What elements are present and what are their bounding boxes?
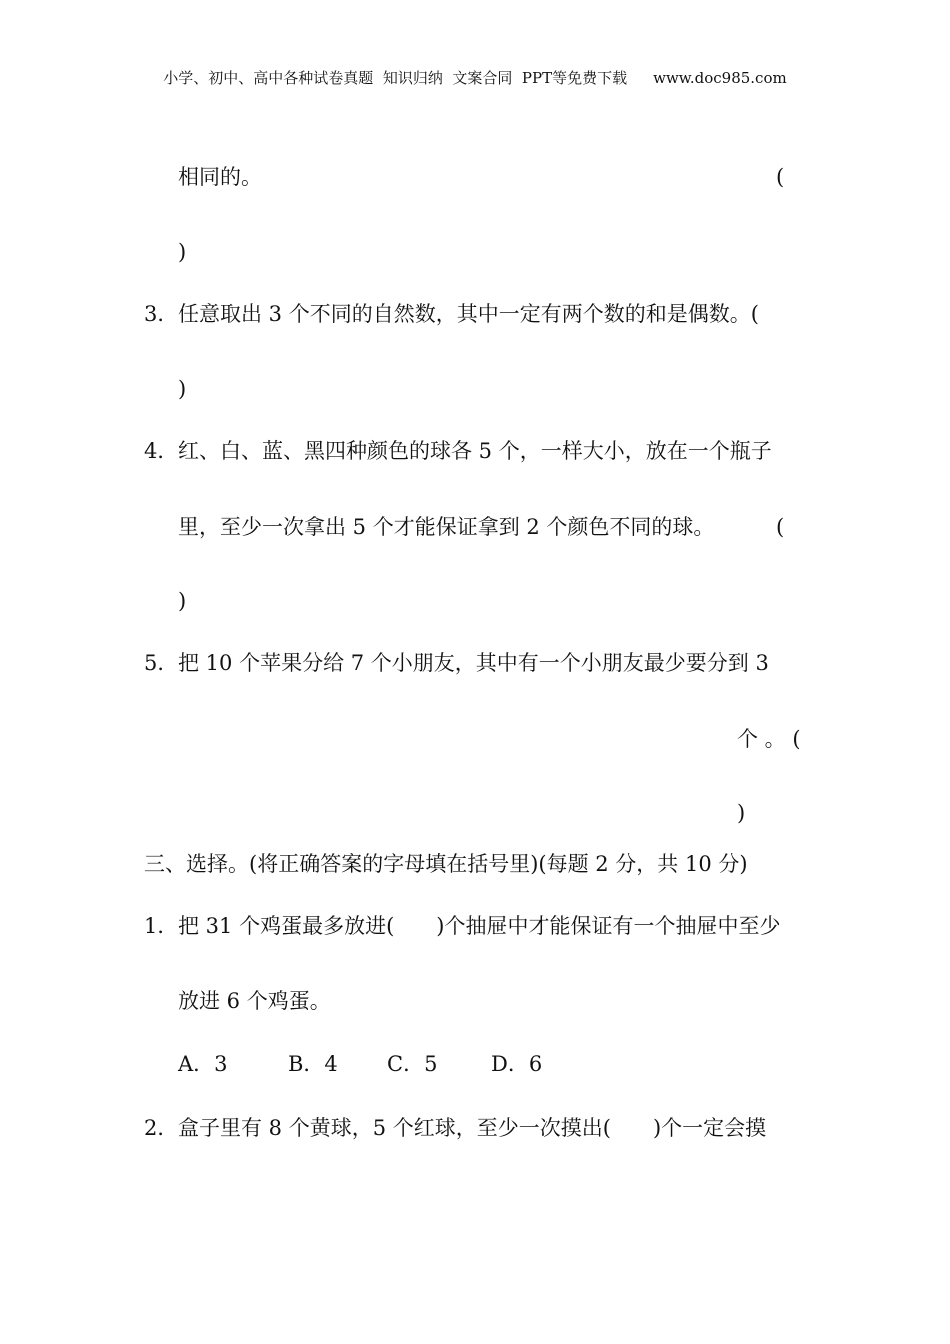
q5-close-paren: ) bbox=[737, 801, 746, 825]
q3-close-paren: ) bbox=[178, 377, 187, 401]
q2-continuation-text: 相同的。 bbox=[178, 165, 262, 189]
q4-line1: 红、白、蓝、黑四种颜色的球各 5 个，一样大小，放在一个瓶子 bbox=[178, 439, 772, 463]
q4-close-paren: ) bbox=[178, 589, 187, 613]
s3-q1-line1: 把 31 个鸡蛋最多放进( )个抽屉中才能保证有一个抽屉中至少 bbox=[178, 914, 781, 938]
section3-title: 三、选择。(将正确答案的字母填在括号里)(每题 2 分，共 10 分) bbox=[144, 852, 748, 876]
q5-line2: 个 。 ( bbox=[737, 727, 801, 751]
s3-q1-option-a: A．3 bbox=[178, 1052, 228, 1076]
s3-q1-option-c: C．5 bbox=[387, 1052, 438, 1076]
q3-number: 3． bbox=[144, 302, 179, 326]
header-site: www.doc985.com bbox=[653, 69, 787, 87]
header-text: 小学、初中、高中各种试卷真题 知识归纳 文案合同 PPT等免费下载 bbox=[163, 69, 628, 87]
q2-close-paren: ) bbox=[178, 240, 187, 264]
q5-line1: 把 10 个苹果分给 7 个小朋友，其中有一个小朋友最少要分到 3 bbox=[178, 651, 769, 675]
q4-open-paren: ( bbox=[776, 515, 785, 539]
s3-q1-option-d: D．6 bbox=[491, 1052, 543, 1076]
q3-text: 任意取出 3 个不同的自然数，其中一定有两个数的和是偶数。( bbox=[178, 302, 759, 326]
page-header bbox=[0, 68, 950, 88]
q2-open-paren: ( bbox=[776, 165, 785, 189]
s3-q1-option-b: B．4 bbox=[288, 1052, 338, 1076]
s3-q1-number: 1． bbox=[144, 914, 179, 938]
q4-line2: 里，至少一次拿出 5 个才能保证拿到 2 个颜色不同的球。 bbox=[178, 515, 715, 539]
q5-number: 5． bbox=[144, 651, 179, 675]
s3-q2-number: 2． bbox=[144, 1116, 179, 1140]
q4-number: 4． bbox=[144, 439, 179, 463]
s3-q2-line1: 盒子里有 8 个黄球，5 个红球，至少一次摸出( )个一定会摸 bbox=[178, 1116, 767, 1140]
s3-q1-line2: 放进 6 个鸡蛋。 bbox=[178, 989, 331, 1013]
